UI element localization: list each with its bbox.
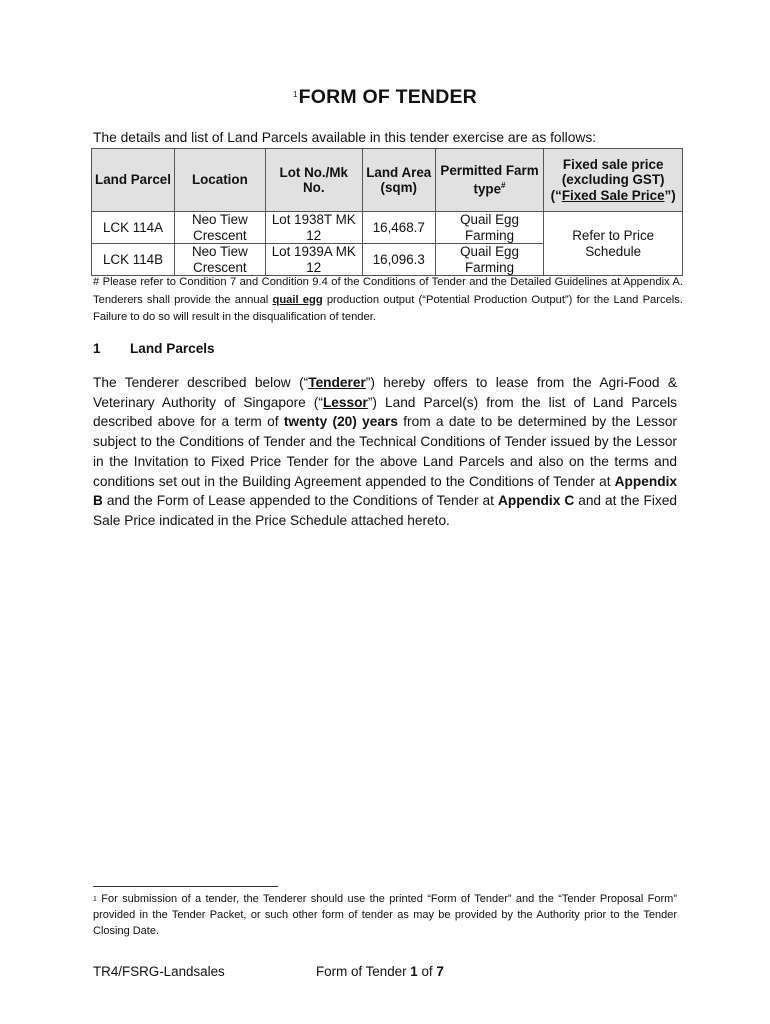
footnote (93, 891, 677, 939)
header-farm-type-marker: # (501, 181, 506, 191)
note-emphasis: quail egg (272, 293, 323, 306)
section-number: 1 (93, 341, 101, 356)
para-text-1: The Tenderer described below (“ (93, 375, 309, 390)
para-text-2: ”) hereby offers to lease from the Agri-Food & Veterinary Authority of Singapore (“ (93, 375, 677, 410)
appendix-b-ref: Appendix B (93, 473, 677, 509)
para-text-5: and the Form of Lease appended to the Conditions of Tender at (102, 493, 498, 509)
para-text-4: from a date to be determined by the Lessor subject to the Conditions of Tender and the Technical Conditions of Tender issued by the Lessor in the Invitation to Fixed Price Tender for the above Land Parcels and also on the terms and conditions set out in the Building Agreement appended to the Conditions of Tender at (93, 414, 677, 489)
cell-parcel: LCK 114B (92, 244, 175, 276)
cell-location: Neo Tiew Crescent (175, 244, 266, 276)
intro-text: The details and list of Land Parcels available in this tender exercise are as follows: (93, 130, 597, 145)
cell-lot: Lot 1938T MK 12 (265, 212, 362, 244)
header-lot-no: Lot No./Mk No. (265, 149, 362, 212)
title-text: FORM OF TENDER (298, 86, 477, 108)
cell-location: Neo Tiew Crescent (175, 212, 266, 244)
footnote-marker: 1 (93, 896, 97, 903)
cell-farm-type: Quail Egg Farming (435, 212, 544, 244)
cell-area: 16,468.7 (362, 212, 435, 244)
header-land-area: Land Area (sqm) (362, 149, 435, 212)
footnote-text: For submission of a tender, the Tenderer should use the printed “Form of Tender” and the “Tender Proposal Form” provided in the Tender Packet, or such other form of tender as may be provided by the Authority prior to the Tender Closing Date. (93, 893, 677, 937)
cell-farm-type: Quail Egg Farming (435, 244, 544, 276)
cell-area: 16,096.3 (362, 244, 435, 276)
land-parcels-table (91, 148, 683, 276)
para-text-3: ”) Land Parcel(s) from the list of Land Parcels described above for a term of (93, 394, 678, 430)
defined-term-tenderer: Tenderer (308, 375, 366, 390)
header-price-close: ”) (664, 187, 676, 203)
footer-page-current: 1 (410, 964, 418, 979)
header-farm-type (435, 149, 544, 212)
table-header-row (92, 149, 683, 212)
footer-page-of: of (417, 964, 437, 979)
footer-reference: TR4/FSRG-Landsales (93, 964, 225, 979)
footnote-divider (93, 886, 278, 887)
defined-term-lessor: Lessor (322, 394, 368, 410)
lease-term: twenty (20) years (283, 414, 398, 430)
header-location: Location (175, 149, 266, 212)
header-price-term: Fixed Sale Price (561, 187, 665, 203)
offer-paragraph (93, 373, 677, 531)
title-footnote-marker: 1 (293, 90, 298, 99)
table-note (93, 274, 683, 327)
header-farm-type-label: Permitted Farm type (440, 162, 539, 197)
cell-lot: Lot 1939A MK 12 (265, 244, 362, 276)
cell-price: Refer to Price Schedule (544, 212, 683, 276)
note-text-1: # Please refer to Condition 7 and Condition 9.4 of the Conditions of Tender and the Detailed Guidelines at Appendix A. Tenderers shall provide the annual (93, 276, 683, 306)
header-price-text: Fixed sale price (excluding GST) (“ (550, 156, 665, 203)
header-fixed-sale-price (544, 149, 683, 212)
section-title: Land Parcels (130, 341, 215, 356)
header-land-parcel: Land Parcel (92, 149, 175, 212)
footer-page-number (316, 964, 444, 979)
note-text-2: production output (“Potential Production Output”) for the Land Parcels. Failure to do so will result in the disqualification of tender. (93, 293, 683, 323)
footer-page-total: 7 (436, 964, 444, 979)
table-row (92, 212, 683, 244)
footer-page-prefix: Form of Tender (316, 964, 411, 979)
cell-parcel: LCK 114A (92, 212, 175, 244)
page-title (0, 86, 770, 109)
para-text-6: and at the Fixed Sale Price indicated in the Price Schedule attached hereto. (93, 493, 677, 528)
appendix-c-ref: Appendix C (497, 493, 575, 509)
